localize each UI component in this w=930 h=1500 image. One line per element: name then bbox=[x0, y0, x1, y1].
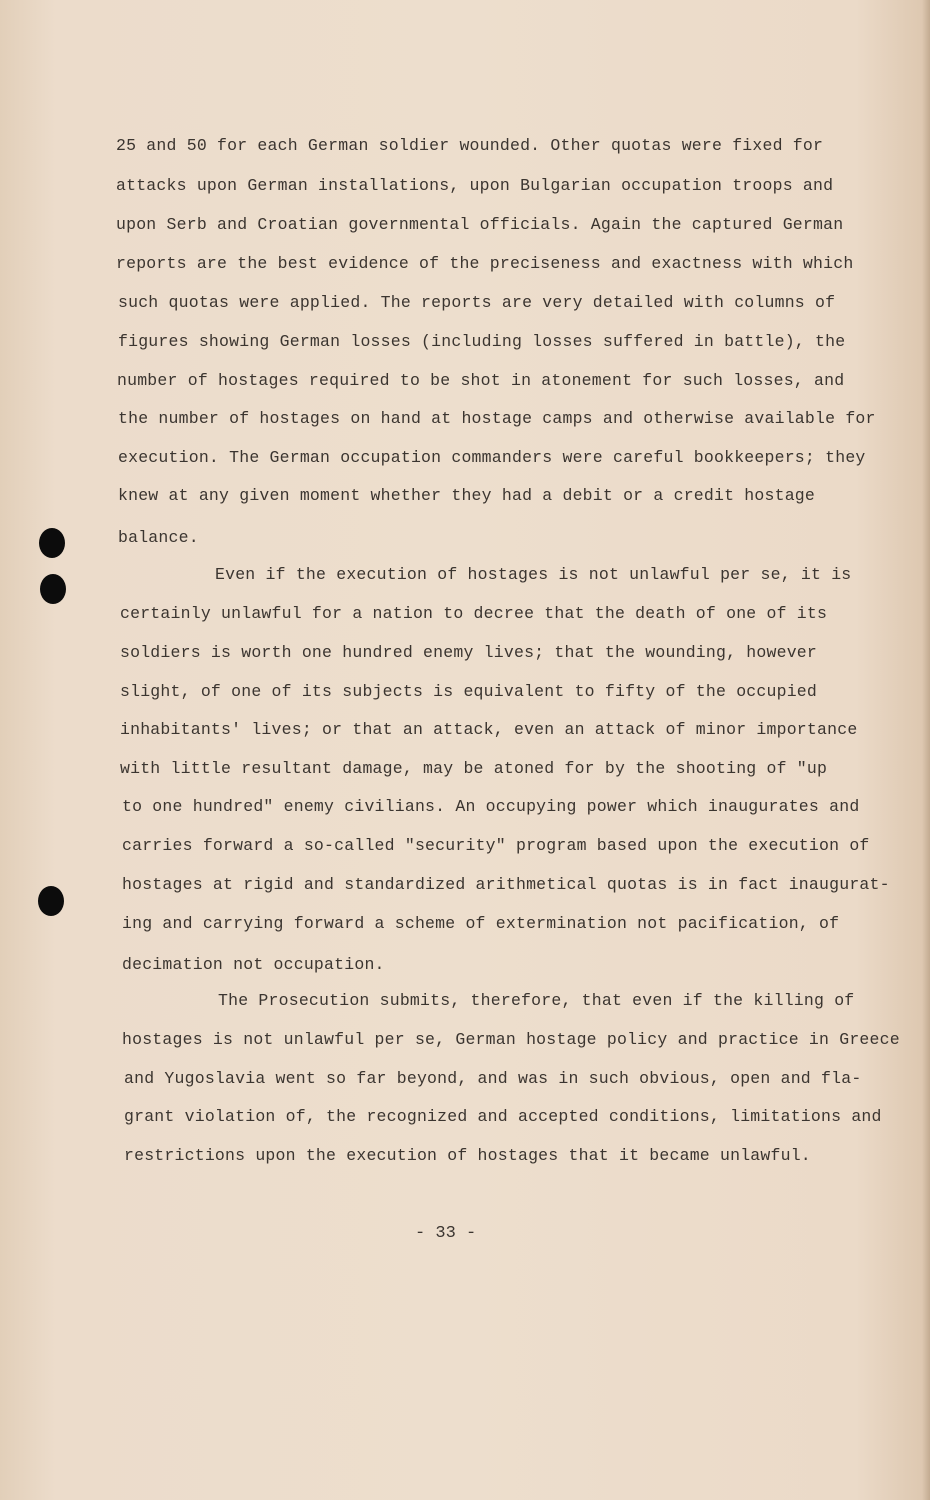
text-line: such quotas were applied. The reports are very detailed with columns of bbox=[118, 293, 836, 312]
text-line: knew at any given moment whether they had a debit or a credit hostage bbox=[118, 486, 816, 505]
punch-hole bbox=[40, 574, 66, 604]
text-line: upon Serb and Croatian governmental officials. Again the captured German bbox=[116, 215, 844, 234]
text-line: soldiers is worth one hundred enemy lives; that the wounding, however bbox=[120, 643, 818, 662]
text-line: grant violation of, the recognized and accepted conditions, limitations and bbox=[124, 1107, 882, 1126]
text-line: Even if the execution of hostages is not unlawful per se, it is bbox=[215, 565, 852, 584]
text-line: figures showing German losses (including losses suffered in battle), the bbox=[118, 332, 846, 351]
page-number: - 33 - bbox=[415, 1224, 477, 1243]
text-line: The Prosecution submits, therefore, that even if the killing of bbox=[218, 991, 855, 1010]
text-line: restrictions upon the execution of hostages that it became unlawful. bbox=[124, 1146, 811, 1165]
text-line: decimation not occupation. bbox=[122, 955, 385, 974]
text-line: and Yugoslavia went so far beyond, and was in such obvious, open and fla- bbox=[124, 1069, 862, 1088]
text-line: attacks upon German installations, upon Bulgarian occupation troops and bbox=[116, 176, 834, 195]
page-edge-shadow bbox=[922, 0, 930, 1500]
text-line: hostages is not unlawful per se, German hostage policy and practice in Greece bbox=[122, 1030, 900, 1049]
punch-hole bbox=[39, 528, 65, 558]
text-line: with little resultant damage, may be atoned for by the shooting of "up bbox=[120, 759, 828, 778]
text-line: inhabitants' lives; or that an attack, even an attack of minor importance bbox=[120, 720, 858, 739]
text-line: reports are the best evidence of the preciseness and exactness with which bbox=[116, 254, 854, 273]
text-line: ing and carrying forward a scheme of extermination not pacification, of bbox=[122, 914, 840, 933]
text-line: execution. The German occupation commanders were careful bookkeepers; they bbox=[118, 448, 866, 467]
text-line: balance. bbox=[118, 528, 199, 547]
punch-hole bbox=[38, 886, 64, 916]
text-line: to one hundred" enemy civilians. An occupying power which inaugurates and bbox=[122, 797, 860, 816]
text-line: the number of hostages on hand at hostage camps and otherwise available for bbox=[118, 409, 876, 428]
text-line: certainly unlawful for a nation to decree that the death of one of its bbox=[120, 604, 828, 623]
text-line: carries forward a so-called "security" program based upon the execution of bbox=[122, 836, 870, 855]
text-line: hostages at rigid and standardized arithmetical quotas is in fact inaugurat- bbox=[122, 875, 890, 894]
text-line: 25 and 50 for each German soldier wounded. Other quotas were fixed for bbox=[116, 136, 824, 155]
text-line: number of hostages required to be shot in atonement for such losses, and bbox=[117, 371, 845, 390]
text-line: slight, of one of its subjects is equivalent to fifty of the occupied bbox=[120, 682, 818, 701]
